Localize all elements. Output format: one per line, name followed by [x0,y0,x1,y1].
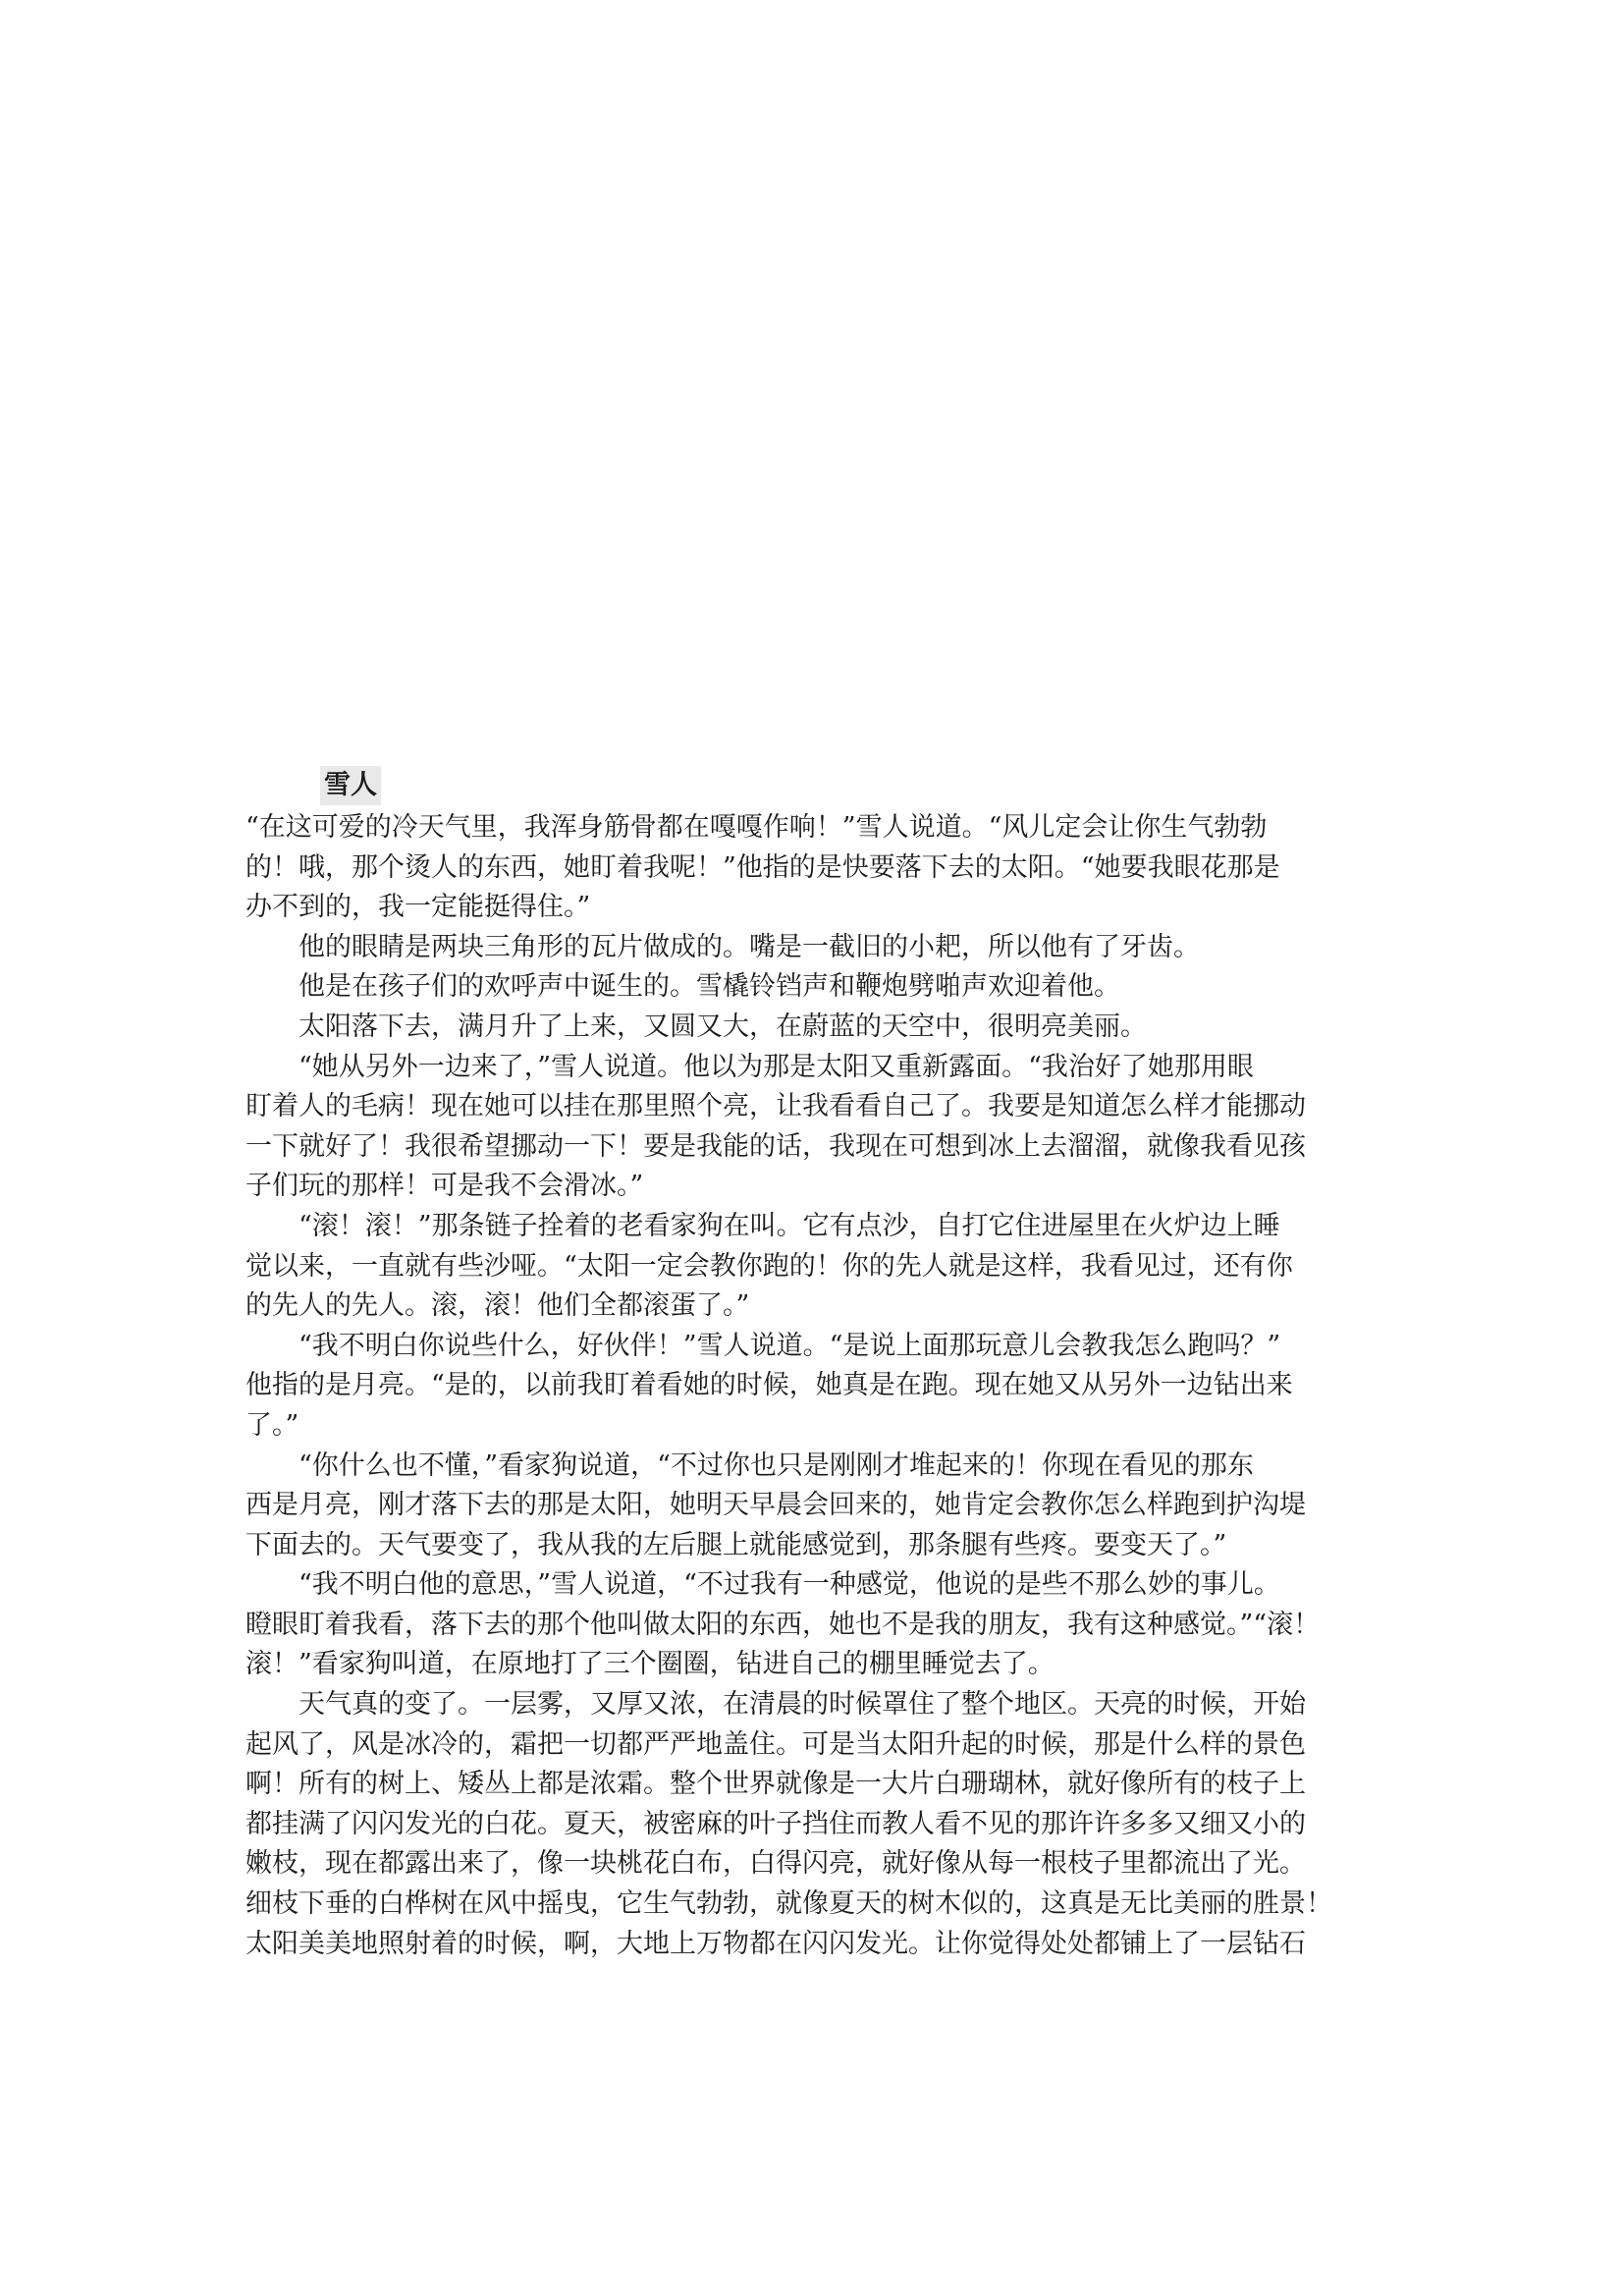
story-line: 他是在孩子们的欢呼声中诞生的。雪橇铃铛声和鞭炮劈啪声欢迎着他。 [298,971,1120,1003]
story-line: 的先人的先人。滚，滚！他们全都滚蛋了。” [245,1290,750,1322]
story-line: 他指的是月亮。“是的，以前我盯着看她的时候，她真是在跑。现在她又从另外一边钻出来 [245,1370,1293,1401]
story-line: 天气真的变了。一层雾，又厚又浓，在清晨的时候罩住了整个地区。天亮的时候，开始 [298,1689,1306,1721]
story-title: 雪人 [320,766,381,805]
story-line: “她从另外一边来了，”雪人说道。他以为那是太阳又重新露面。“我治好了她那用眼 [298,1051,1254,1082]
story-line: “滚！滚！”那条链子拴着的老看家狗在叫。它有点沙，自打它住进屋里在火炉边上睡 [298,1210,1280,1241]
story-line: “在这可爱的冷天气里，我浑身筋骨都在嘎嘎作响！”雪人说道。“风儿定会让你生气勃勃 [245,812,1268,843]
story-line: 盯着人的毛病！现在她可以挂在那里照个亮，让我看看自己了。我要是知道怎么样才能挪动 [245,1091,1306,1122]
story-line: 起风了，风是冰冷的，霜把一切都严严地盖住。可是当太阳升起的时候，那是什么样的景色 [245,1728,1306,1760]
story-body [245,808,1375,1964]
story-line: “你什么也不懂，”看家狗说道，“不过你也只是刚刚才堆起来的！你现在看见的那东 [298,1449,1254,1481]
story-line: 瞪眼盯着我看，落下去的那个他叫做太阳的东西，她也不是我的朋友，我有这种感觉。”“滚！ [245,1609,1321,1640]
story-line: 一下就好了！我很希望挪动一下！要是我能的话，我现在可想到冰上去溜溜，就像我看见孩 [245,1130,1306,1162]
story-line: 觉以来，一直就有些沙哑。“太阳一定会教你跑的！你的先人就是这样，我看见过，还有你 [245,1250,1293,1282]
story-line: “我不明白你说些什么，好伙伴！”雪人说道。“是说上面那玩意儿会教我怎么跑吗？” [298,1330,1281,1361]
story-line: 西是月亮，刚才落下去的那是太阳，她明天早晨会回来的，她肯定会教你怎么样跑到护沟堤 [245,1490,1306,1521]
story-line: 嫩枝，现在都露出来了，像一块桃花白布，白得闪亮，就好像从每一根枝子里都流出了光。 [245,1848,1306,1880]
story-line: 下面去的。天气要变了，我从我的左后腿上就能感觉到，那条腿有些疼。要变天了。” [245,1529,1227,1560]
story-line: 太阳落下去，满月升了上来，又圆又大，在蔚蓝的天空中，很明亮美丽。 [298,1011,1147,1042]
story-line: 了。” [245,1409,299,1441]
story-line: “我不明白他的意思，”雪人说道，“不过我有一种感觉，他说的是些不那么妙的事儿。 [298,1569,1280,1601]
story-line: 子们玩的那样！可是我不会滑冰。” [245,1171,644,1202]
story-line: 办不到的，我一定能挺得住。” [245,892,591,923]
story-line: 他的眼睛是两块三角形的瓦片做成的。嘴是一截旧的小耙，所以他有了牙齿。 [298,931,1200,962]
story-line: 都挂满了闪闪发光的白花。夏天，被密麻的叶子挡住而教人看不见的那许许多多又细又小的 [245,1808,1306,1839]
story-line: 啊！所有的树上、矮丛上都是浓霜。整个世界就像是一大片白珊瑚林，就好像所有的枝子上 [245,1769,1306,1800]
story-line: 的！哦，那个烫人的东西，她盯着我呢！”他指的是快要落下去的太阳。“她要我眼花那是 [245,851,1280,883]
story-line: 细枝下垂的白桦树在风中摇曳，它生气勃勃，就像夏天的树木似的，这真是无比美丽的胜景！ [245,1888,1332,1920]
story-line: 滚！”看家狗叫道，在原地打了三个圈圈，钻进自己的棚里睡觉去了。 [245,1649,1055,1680]
story-line: 太阳美美地照射着的时候，啊，大地上万物都在闪闪发光。让你觉得处处都铺上了一层钻石 [245,1928,1306,1959]
